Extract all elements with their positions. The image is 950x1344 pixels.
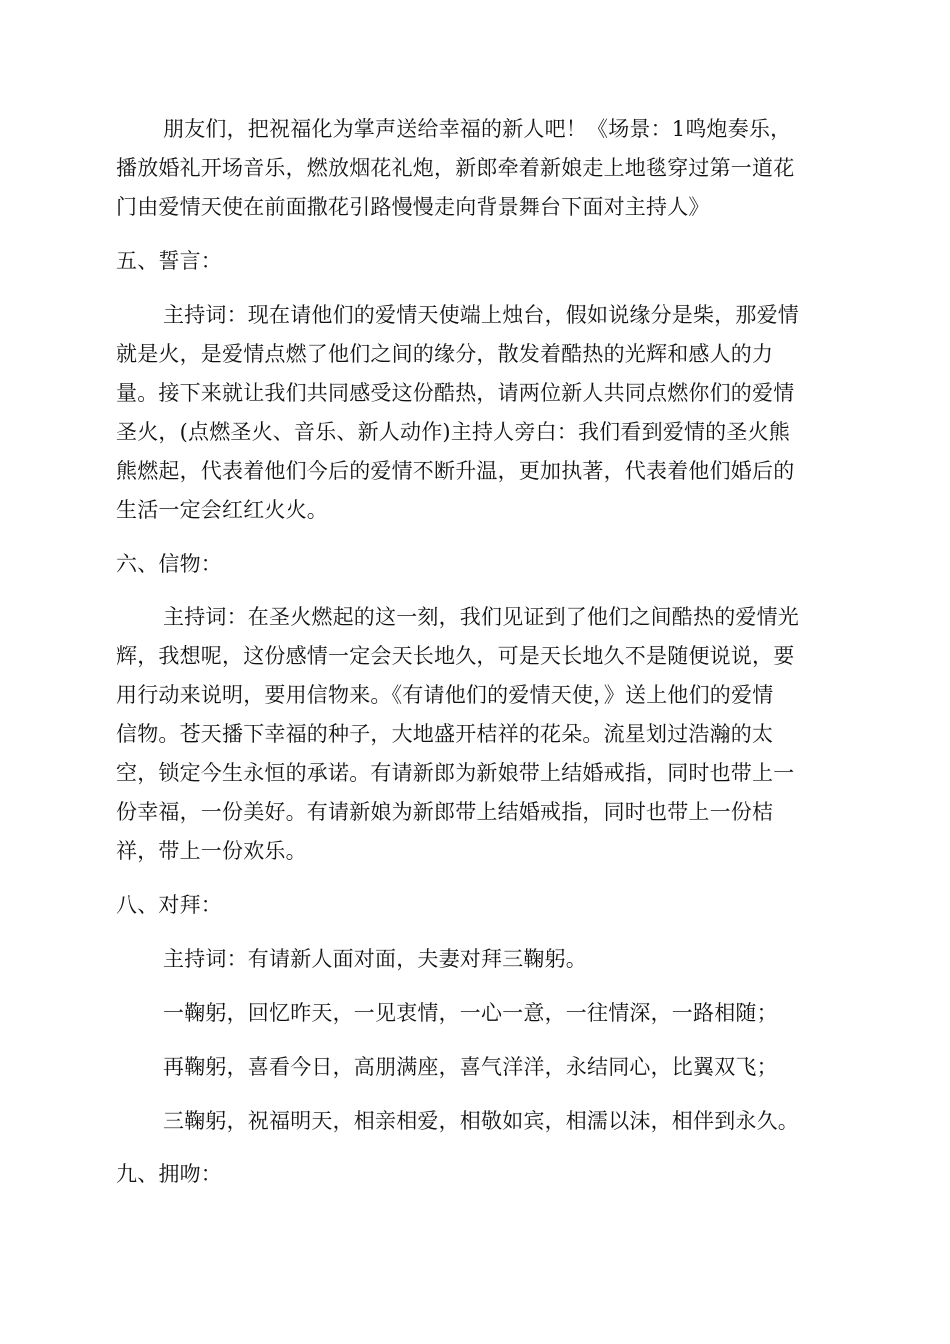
paragraph-line: 空，锁定今生永恒的承诺。有请新郎为新娘带上结婚戒指，同时也带上一 <box>116 761 795 785</box>
paragraph-line: 信物。苍天播下幸福的种子，大地盛开桔祥的花朵。流星划过浩瀚的太 <box>116 722 774 746</box>
paragraph-line: 量。接下来就让我们共同感受这份酷热，请两位新人共同点燃你们的爱情 <box>116 381 795 405</box>
paragraph-line: 主持词：现在请他们的爱情天使端上烛台，假如说缘分是柴，那爱情 <box>163 303 799 327</box>
section-heading-vows: 五、誓言： <box>116 249 222 273</box>
paragraph-line: 一鞠躬，回忆昨天，一见衷情，一心一意，一往情深，一路相随； <box>163 1001 778 1025</box>
paragraph-line: 就是火，是爱情点燃了他们之间的缘分，散发着酷热的光辉和感人的力 <box>116 342 774 366</box>
paragraph-line: 用行动来说明，要用信物来。《有请他们的爱情天使，》送上他们的爱情 <box>116 683 774 707</box>
paragraph-line: 朋友们，把祝福化为掌声送给幸福的新人吧！《场景：1鸣炮奏乐， <box>163 117 792 141</box>
paragraph-line: 祥，带上一份欢乐。 <box>116 839 307 863</box>
paragraph-line: 三鞠躬，祝福明天，相亲相爱，相敬如宾，相濡以沫，相伴到永久。 <box>163 1109 799 1133</box>
paragraph-line: 门由爱情天使在前面撒花引路慢慢走向背景舞台下面对主持人》 <box>116 195 710 219</box>
section-heading-bows: 八、对拜： <box>116 893 222 917</box>
section-heading-kiss: 九、拥吻： <box>116 1162 222 1186</box>
paragraph-line: 熊燃起，代表着他们今后的爱情不断升温，更加执著，代表着他们婚后的 <box>116 459 795 483</box>
paragraph-line: 生活一定会红红火火。 <box>116 498 328 522</box>
paragraph-line: 辉，我想呢，这份感情一定会天长地久，可是天长地久不是随便说说，要 <box>116 644 795 668</box>
paragraph-line: 主持词：有请新人面对面，夫妻对拜三鞠躬。 <box>163 947 587 971</box>
section-heading-tokens: 六、信物： <box>116 552 222 576</box>
paragraph-line: 再鞠躬，喜看今日，高朋满座，喜气洋洋，永结同心，比翼双飞； <box>163 1055 778 1079</box>
paragraph-line: 圣火，(点燃圣火、音乐、新人动作)主持人旁白：我们看到爱情的圣火熊 <box>116 420 790 444</box>
paragraph-line: 份幸福，一份美好。有请新娘为新郎带上结婚戒指，同时也带上一份桔 <box>116 800 774 824</box>
paragraph-line: 主持词：在圣火燃起的这一刻，我们见证到了他们之间酷热的爱情光 <box>163 605 799 629</box>
paragraph-line: 播放婚礼开场音乐，燃放烟花礼炮，新郎牵着新娘走上地毯穿过第一道花 <box>116 156 795 180</box>
